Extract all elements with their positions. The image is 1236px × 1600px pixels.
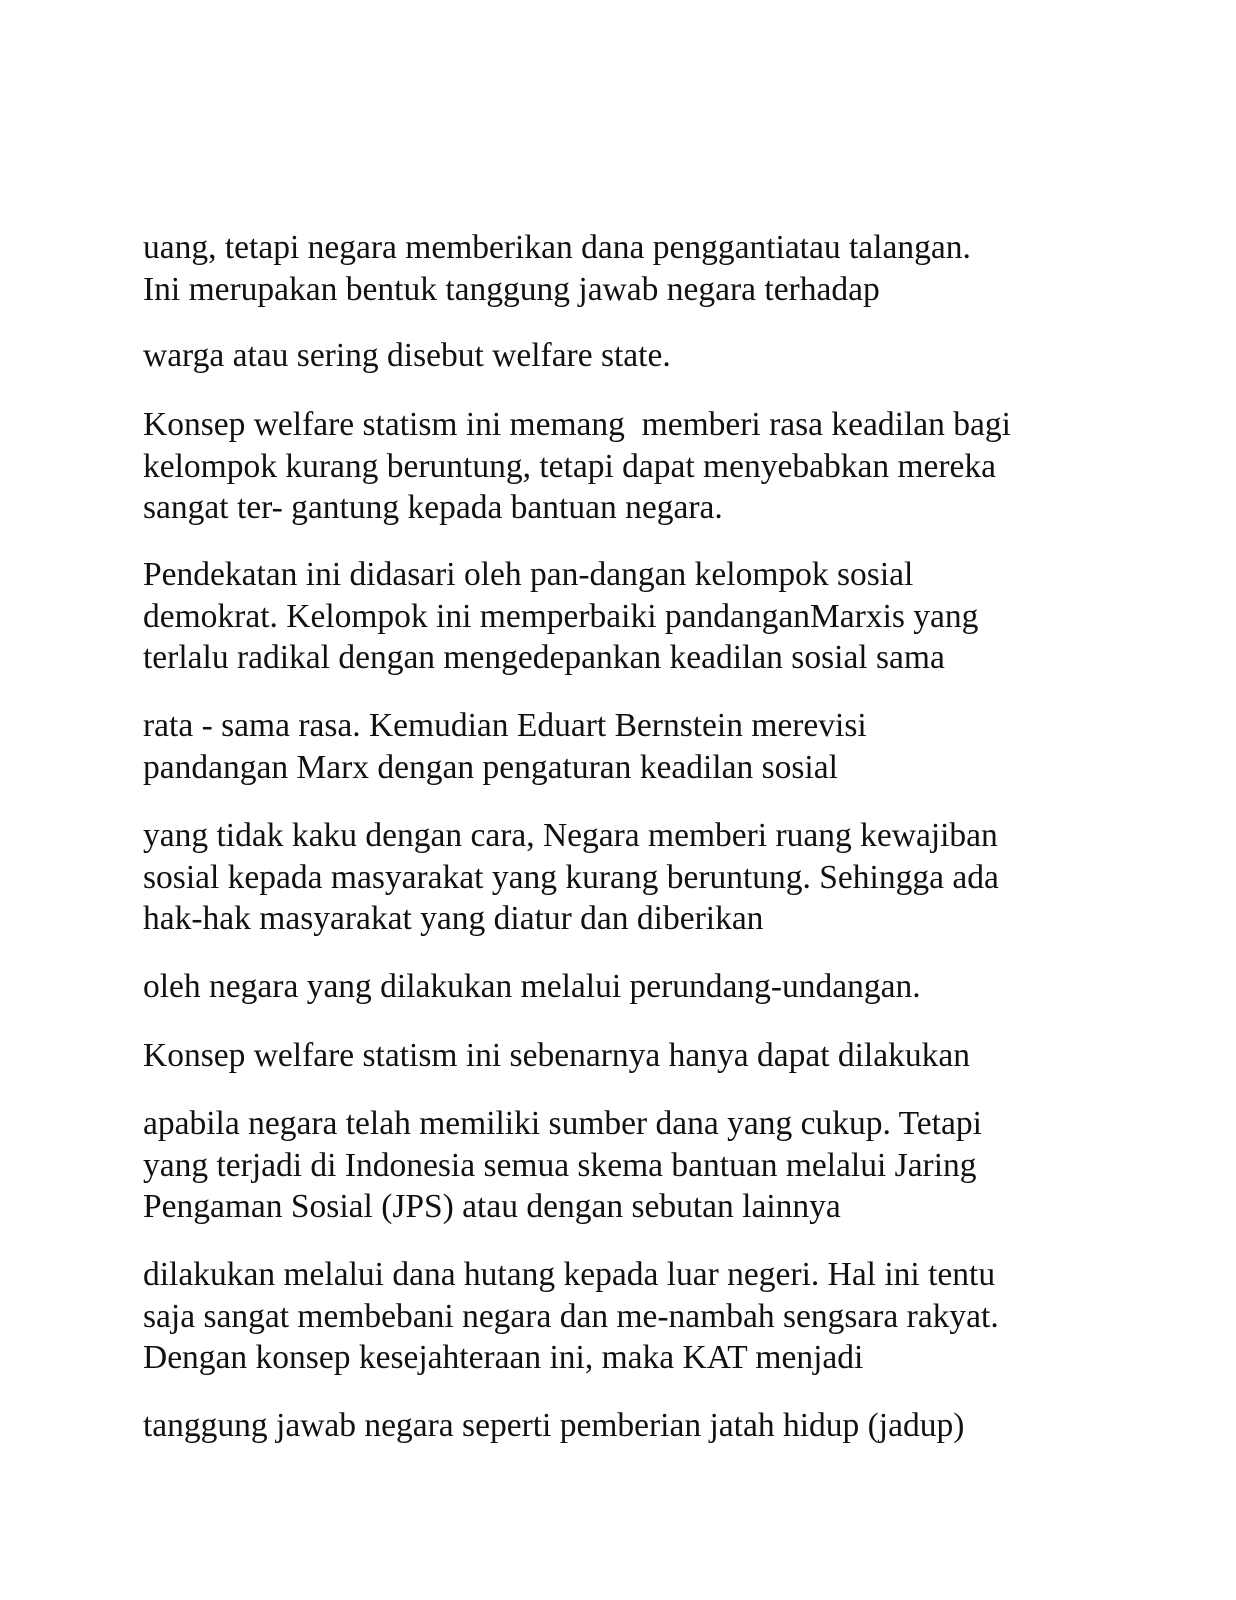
text-line: rata - sama rasa. Kemudian Eduart Bernstein merevisi	[143, 707, 867, 744]
text-line: yang terjadi di Indonesia semua skema bantuan melalui Jaring	[143, 1146, 977, 1184]
text-line: sosial kepada masyarakat yang kurang beruntung. Sehingga ada	[143, 858, 999, 896]
text-line: apabila negara telah memiliki sumber dana yang cukup. Tetapi	[143, 1105, 982, 1142]
text-line: demokrat. Kelompok ini memperbaiki pandanganMarxis yang	[143, 597, 979, 635]
text-line: oleh negara yang dilakukan melalui perundang-undangan.	[143, 968, 921, 1005]
text-line: terlalu radikal dengan mengedepankan keadilan sosial sama	[143, 639, 945, 676]
text-line: warga atau sering disebut welfare state.	[143, 337, 671, 374]
text-line: Konsep welfare statism ini memang memberi rasa keadilan bagi	[143, 406, 1011, 443]
text-line: sangat ter- gantung kepada bantuan negara.	[143, 489, 723, 526]
text-line: Ini merupakan bentuk tanggung jawab negara terhadap	[143, 270, 880, 308]
paragraph-11	[143, 1322, 1143, 1530]
text-line: Pengaman Sosial (JPS) atau dengan sebutan lainnya	[143, 1188, 841, 1225]
text-line: saja sangat membebani negara dan me-nambah sengsara rakyat.	[143, 1297, 999, 1335]
text-line: yang tidak kaku dengan cara, Negara memberi ruang kewajiban	[143, 817, 998, 854]
text-line: Konsep welfare statism ini sebenarnya hanya dapat dilakukan	[143, 1037, 970, 1074]
text-line: hak-hak masyarakat yang diatur dan diberikan	[143, 900, 764, 937]
text-line: uang, tetapi negara memberikan dana penggantiatau talangan.	[143, 229, 971, 266]
text-line: tanggung jawab negara seperti pemberian jatah hidup (jadup)	[143, 1407, 965, 1444]
text-line: Dengan konsep kesejahteraan ini, maka KAT menjadi	[143, 1339, 864, 1376]
text-line: pandangan Marx dengan pengaturan keadilan sosial	[143, 748, 838, 786]
text-line: dilakukan melalui dana hutang kepada luar negeri. Hal ini tentu	[143, 1256, 996, 1293]
text-line: Pendekatan ini didasari oleh pan-dangan kelompok sosial	[143, 556, 914, 593]
text-line: kelompok kurang beruntung, tetapi dapat menyebabkan mereka	[143, 447, 997, 485]
